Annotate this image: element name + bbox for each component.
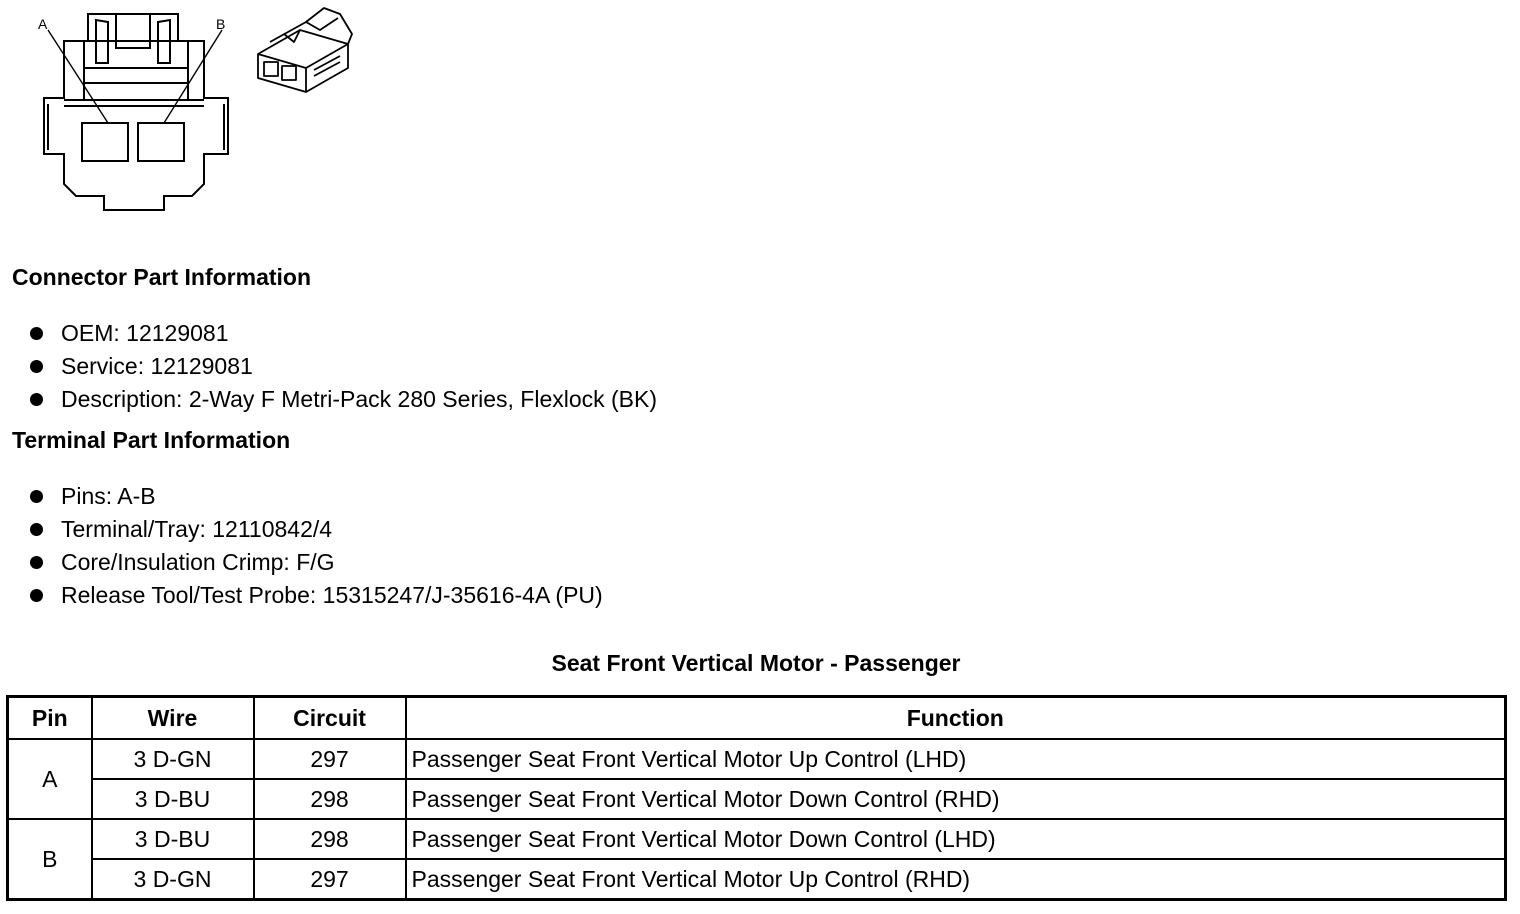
list-item: Terminal/Tray: 12110842/4 [28, 513, 603, 546]
connector-face-diagram [36, 8, 236, 218]
list-item: Pins: A-B [28, 480, 603, 513]
function-cell: Passenger Seat Front Vertical Motor Up Control (LHD) [406, 739, 1506, 779]
circuit-cell: 298 [254, 819, 406, 859]
pin-cavity-b [138, 123, 184, 161]
table-row [8, 779, 1506, 819]
list-item: Service: 12129081 [28, 350, 657, 383]
column-header-pin: Pin [8, 697, 92, 740]
table-row [8, 739, 1506, 779]
table-row [8, 819, 1506, 859]
pin-cavity-a [82, 123, 128, 161]
column-header-circuit: Circuit [254, 697, 406, 740]
function-cell: Passenger Seat Front Vertical Motor Down Control (RHD) [406, 779, 1506, 819]
list-item: Release Tool/Test Probe: 15315247/J-35616-4A (PU) [28, 579, 603, 612]
terminal-info-heading: Terminal Part Information [12, 427, 291, 453]
table-row [8, 859, 1506, 900]
wire-cell: 3 D-GN [92, 739, 254, 779]
circuit-cell: 297 [254, 739, 406, 779]
function-cell: Passenger Seat Front Vertical Motor Up Control (RHD) [406, 859, 1506, 900]
function-cell: Passenger Seat Front Vertical Motor Down Control (LHD) [406, 819, 1506, 859]
list-item: OEM: 12129081 [28, 317, 657, 350]
column-header-wire: Wire [92, 697, 254, 740]
pin-label-a: A [38, 16, 48, 32]
wire-cell: 3 D-GN [92, 859, 254, 900]
table-header-row [8, 697, 1506, 740]
connector-info-heading: Connector Part Information [12, 264, 312, 290]
list-item: Core/Insulation Crimp: F/G [28, 546, 603, 579]
pin-cell: A [8, 739, 92, 819]
table-title: Seat Front Vertical Motor - Passenger [551, 650, 961, 676]
pin-cell: B [8, 819, 92, 900]
list-item: Description: 2-Way F Metri-Pack 280 Series, Flexlock (BK) [28, 383, 657, 416]
terminal-info-list [28, 480, 603, 612]
connector-isometric-diagram [254, 4, 358, 96]
circuit-cell: 297 [254, 859, 406, 900]
column-header-function: Function [406, 697, 1506, 740]
pin-label-b: B [216, 16, 226, 32]
wire-cell: 3 D-BU [92, 819, 254, 859]
pinout-table [6, 695, 1507, 901]
connector-info-list [28, 317, 657, 416]
wire-cell: 3 D-BU [92, 779, 254, 819]
latch-outline [88, 14, 178, 41]
circuit-cell: 298 [254, 779, 406, 819]
